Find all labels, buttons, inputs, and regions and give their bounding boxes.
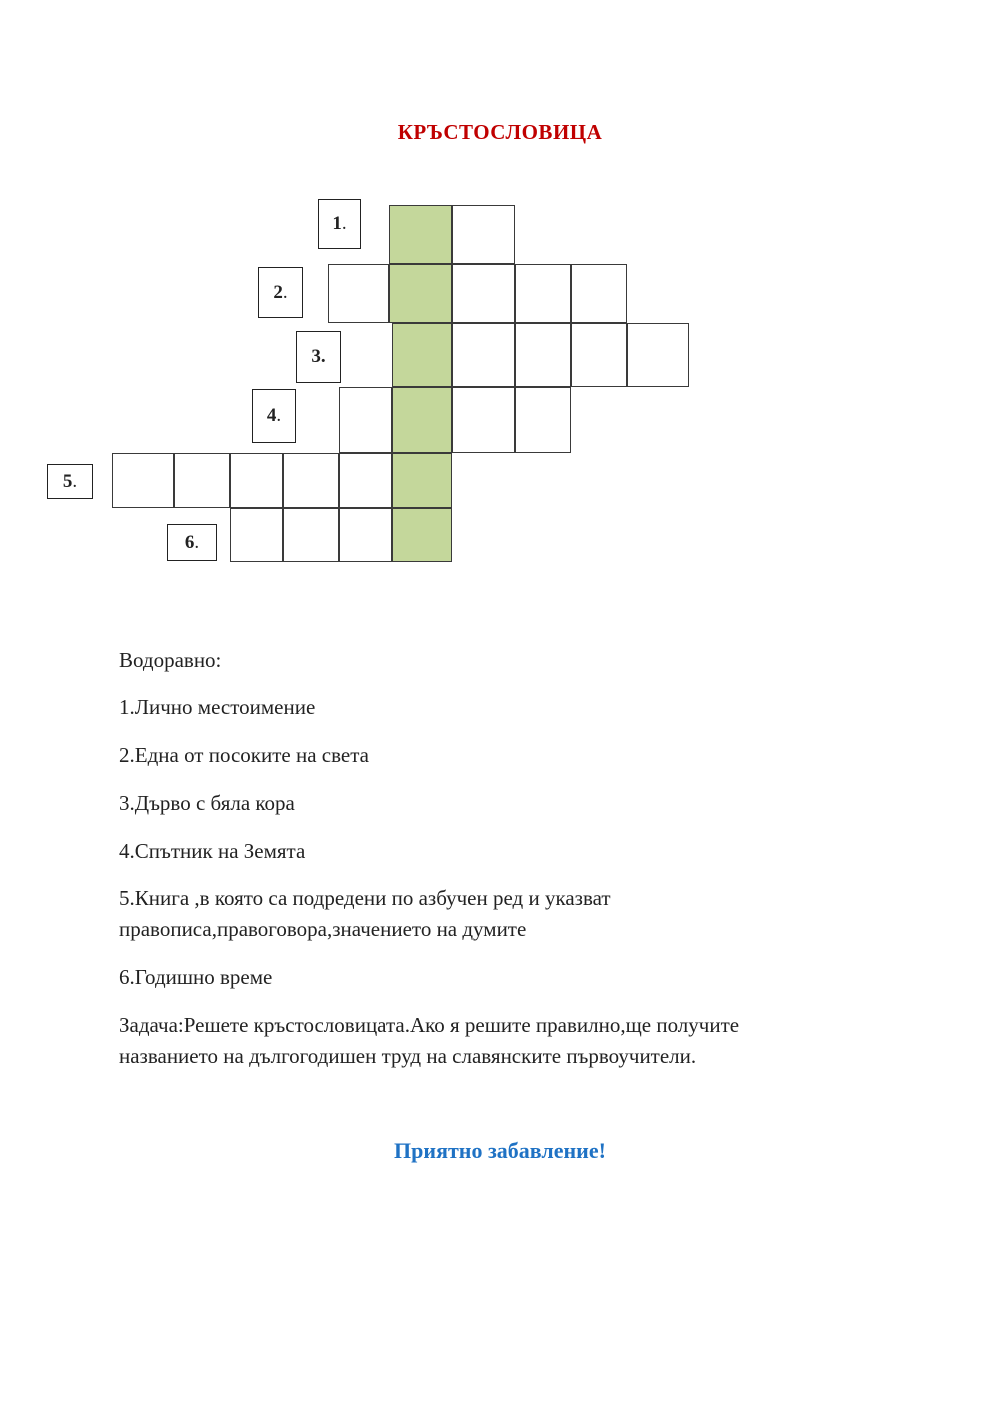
crossword-cell[interactable]: [571, 323, 627, 387]
crossword-cell[interactable]: [452, 205, 515, 264]
task-text: Задача:Решете кръстословицата.Ако я решите правилно,ще получите: [119, 1013, 740, 1037]
page-title: КРЪСТОСЛОВИЦА: [397, 120, 603, 144]
crossword-cell[interactable]: [339, 387, 392, 453]
crossword-cell[interactable]: [174, 453, 230, 508]
crossword-key-cell[interactable]: [389, 264, 452, 323]
horizontal-heading: Водоравно:: [119, 648, 222, 672]
clue-text-2: 2.Една от посоките на света: [119, 743, 369, 767]
clue-number-3: 3.: [296, 331, 341, 383]
crossword-cell[interactable]: [328, 264, 389, 323]
crossword-cell[interactable]: [452, 323, 515, 387]
crossword-key-cell[interactable]: [392, 387, 452, 453]
clue-text-4: 4.Спътник на Земята: [119, 839, 306, 863]
crossword-cell[interactable]: [452, 387, 515, 453]
crossword-cell[interactable]: [230, 453, 283, 508]
clue-text-1: 1.Лично местоимение: [119, 695, 316, 719]
clue-number-4: 4 .: [252, 389, 296, 443]
crossword-cell[interactable]: [283, 453, 339, 508]
crossword-key-cell[interactable]: [392, 453, 452, 508]
crossword-cell[interactable]: [627, 323, 689, 387]
crossword-cell[interactable]: [339, 453, 392, 508]
crossword-cell[interactable]: [283, 508, 339, 562]
clue-text-6: 6.Годишно време: [119, 965, 273, 989]
crossword-cell[interactable]: [339, 508, 392, 562]
clue-number-1: 1 .: [318, 199, 361, 249]
crossword-key-cell[interactable]: [392, 323, 452, 387]
clue-text-3: 3.Дърво с бяла кора: [119, 791, 295, 815]
crossword-cell[interactable]: [230, 508, 283, 562]
crossword-cell[interactable]: [515, 323, 571, 387]
crossword-key-cell[interactable]: [392, 508, 452, 562]
crossword-key-cell[interactable]: [389, 205, 452, 264]
clue-number-5: 5 .: [47, 464, 93, 499]
clue-text-5-continued: правописа,правоговора,значението на думите: [119, 917, 527, 941]
clue-text-5: 5.Книга ,в която са подредени по азбучен ред и указват: [119, 886, 611, 910]
crossword-cell[interactable]: [452, 264, 515, 323]
closing-message: Приятно забавление!: [394, 1138, 606, 1163]
task-text-continued: названието на дългогодишен труд на славянските първоучители.: [119, 1044, 697, 1068]
clue-number-2: 2 .: [258, 267, 303, 318]
crossword-cell[interactable]: [515, 387, 571, 453]
crossword-cell[interactable]: [515, 264, 571, 323]
clue-number-6: 6 .: [167, 524, 217, 561]
crossword-cell[interactable]: [112, 453, 174, 508]
crossword-cell[interactable]: [571, 264, 627, 323]
